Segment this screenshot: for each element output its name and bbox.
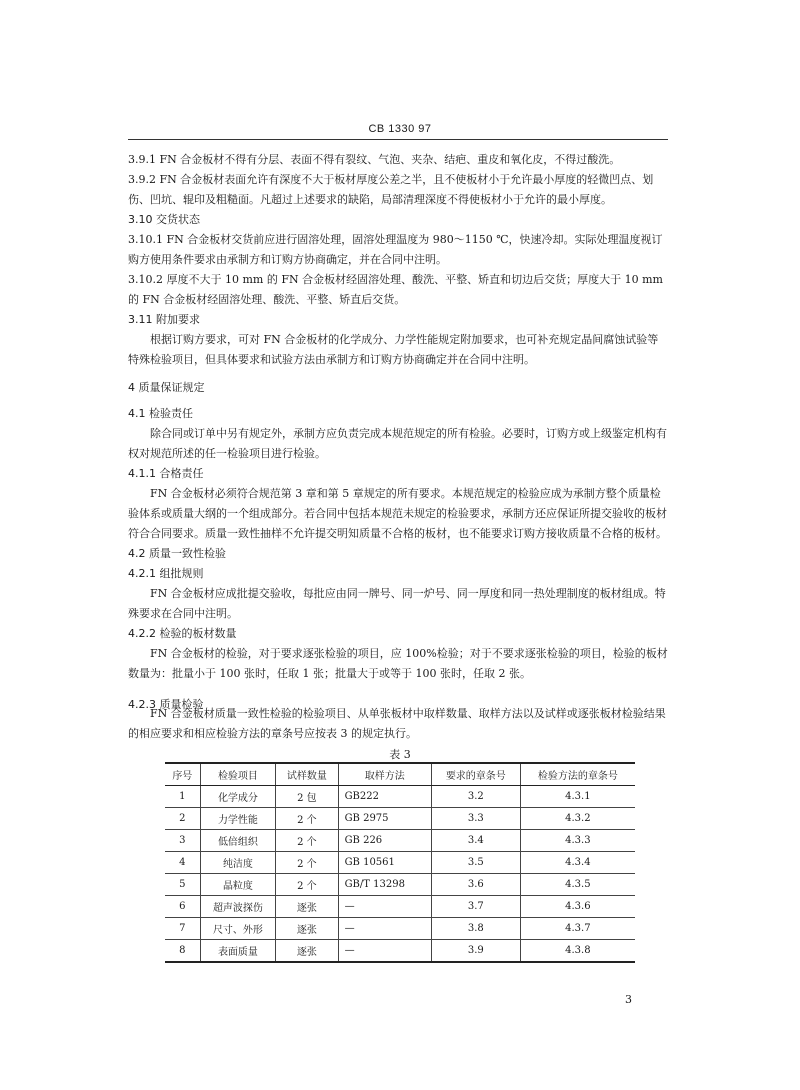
table-cell: 3.9: [431, 940, 520, 963]
table-cell: 3.3: [431, 808, 520, 830]
table-cell: 纯洁度: [200, 852, 276, 874]
table-cell: 3.5: [431, 852, 520, 874]
clause-4-1-1-body: FN 合金板材必须符合规范第 3 章和第 5 章规定的所有要求。本规范规定的检验应成为承制方整个质量检验体系或质量大纲的一个组成部分。若合同中包括本规范未规定的检验要求，承制方还应保证所提交验收的板材符合合同要求。质量一致性抽样不允许提交明知质量不合格的板材，也不能要求订购方接收质量不合格的板材。: [128, 487, 667, 540]
table-row: [165, 896, 635, 918]
table-row: [165, 918, 635, 940]
clause-3-10-2: 3.10.2 厚度不大于 10 mm 的 FN 合金板材经固溶处理、酸洗、平整、矫直和切边后交货；厚度大于 10 mm 的 FN 合金板材经固溶处理、酸洗、平整、矫直后交货。: [128, 273, 663, 306]
table-cell: 低倍组织: [200, 830, 276, 852]
table-cell: 力学性能: [200, 808, 276, 830]
table-cell: 2 个: [276, 874, 338, 896]
table-cell: 4.3.7: [520, 918, 635, 940]
table-cell: —: [338, 940, 431, 963]
heading-4: 4 质量保证规定: [128, 381, 205, 394]
table-cell: 7: [165, 918, 200, 940]
table-cell: 2 个: [276, 808, 338, 830]
clause-4-2-3-body: FN 合金板材质量一致性检验的检验项目、从单张板材中取样数量、取样方法以及试样或逐张板材检验结果的相应要求和相应检验方法的章条号应按表 3 的规定执行。: [128, 707, 666, 740]
col-header: 序号: [165, 763, 200, 786]
table-cell: 3.2: [431, 786, 520, 808]
table-cell: 4.3.4: [520, 852, 635, 874]
table-row: [165, 830, 635, 852]
table-cell: GB222: [338, 786, 431, 808]
table-cell: 4.3.5: [520, 874, 635, 896]
table-cell: 超声波探伤: [200, 896, 276, 918]
table-cell: 4.3.1: [520, 786, 635, 808]
heading-4-1: 4.1 检验责任: [128, 407, 193, 420]
table-cell: 逐张: [276, 896, 338, 918]
page-number: 3: [625, 993, 632, 1006]
table-cell: 逐张: [276, 918, 338, 940]
table-cell: 4.3.6: [520, 896, 635, 918]
heading-4-2-2: 4.2.2 检验的板材数量: [128, 627, 237, 640]
table-cell: 4: [165, 852, 200, 874]
table-row: [165, 808, 635, 830]
table-row: [165, 874, 635, 896]
table-cell: 3.8: [431, 918, 520, 940]
col-header: 检验方法的章条号: [520, 763, 635, 786]
table-header-row: [165, 763, 635, 786]
table-cell: 6: [165, 896, 200, 918]
clause-4-1-body: 除合同或订单中另有规定外，承制方应负责完成本规范规定的所有检验。必要时，订购方或上级鉴定机构有权对规范所述的任一检验项目进行检验。: [128, 427, 667, 460]
table-cell: 3.7: [431, 896, 520, 918]
heading-4-2: 4.2 质量一致性检验: [128, 547, 226, 560]
table-row: [165, 786, 635, 808]
table-cell: 2: [165, 808, 200, 830]
table-cell: GB 2975: [338, 808, 431, 830]
col-header: 取样方法: [338, 763, 431, 786]
table-cell: 4.3.8: [520, 940, 635, 963]
heading-4-2-3: 4.2.3 质量检验: [128, 698, 204, 711]
table-cell: 3: [165, 830, 200, 852]
table-row: [165, 940, 635, 963]
table-cell: 逐张: [276, 940, 338, 963]
inspection-table: [165, 762, 635, 963]
table-cell: 4.3.2: [520, 808, 635, 830]
table-cell: 3.6: [431, 874, 520, 896]
table-cell: —: [338, 896, 431, 918]
table-cell: GB/T 13298: [338, 874, 431, 896]
table-cell: 3.4: [431, 830, 520, 852]
table-cell: 4.3.3: [520, 830, 635, 852]
table-cell: 表面质量: [200, 940, 276, 963]
table-cell: 2 包: [276, 786, 338, 808]
table-cell: 2 个: [276, 830, 338, 852]
heading-3-10: 3.10 交货状态: [128, 213, 200, 226]
heading-3-11: 3.11 附加要求: [128, 313, 200, 326]
header-rule: [128, 139, 668, 140]
heading-4-1-1: 4.1.1 合格责任: [128, 467, 204, 480]
clause-4-2-2-body: FN 合金板材的检验，对于要求逐张检验的项目，应 100%检验；对于不要求逐张检验的项目，检验的板材数量为：批量小于 100 张时，任取 1 张；批量大于或等于 100 张时，任取 2 张。: [128, 647, 668, 680]
table-cell: 晶粒度: [200, 874, 276, 896]
table-cell: —: [338, 918, 431, 940]
clause-3-10-1: 3.10.1 FN 合金板材交货前应进行固溶处理，固溶处理温度为 980～1150 ℃，快速冷却。实际处理温度视订购方使用条件要求由承制方和订购方协商确定，并在合同中注明。: [128, 233, 663, 266]
clause-3-9-1: 3.9.1 FN 合金板材不得有分层、表面不得有裂纹、气泡、夹杂、结疤、重皮和氧化皮，不得过酸洗。: [128, 153, 621, 166]
col-header: 试样数量: [276, 763, 338, 786]
table-cell: 8: [165, 940, 200, 963]
col-header: 要求的章条号: [431, 763, 520, 786]
table-row: [165, 852, 635, 874]
table-caption: 表 3: [389, 748, 411, 761]
heading-4-2-1: 4.2.1 组批规则: [128, 567, 204, 580]
table-cell: 1: [165, 786, 200, 808]
table-cell: 5: [165, 874, 200, 896]
clause-3-9-2: 3.9.2 FN 合金板材表面允许有深度不大于板材厚度公差之半，且不使板材小于允许最小厚度的轻微凹点、划伤、凹坑、辊印及粗糙面。凡超过上述要求的缺陷，局部清理深度不得使板材小于允许的最小厚度。: [128, 173, 654, 206]
clause-3-11-body: 根据订购方要求，可对 FN 合金板材的化学成分、力学性能规定附加要求，也可补充规定晶间腐蚀试验等特殊检验项目，但具体要求和试验方法由承制方和订购方协商确定并在合同中注明。: [128, 333, 659, 366]
clause-4-2-1-body: FN 合金板材应成批提交验收，每批应由同一牌号、同一炉号、同一厚度和同一热处理制度的板材组成。特殊要求在合同中注明。: [128, 587, 666, 620]
table-cell: 2 个: [276, 852, 338, 874]
table-cell: GB 226: [338, 830, 431, 852]
col-header: 检验项目: [200, 763, 276, 786]
table-cell: GB 10561: [338, 852, 431, 874]
table-cell: 化学成分: [200, 786, 276, 808]
table-cell: 尺寸、外形: [200, 918, 276, 940]
page-header-code: CB 1330 97: [368, 123, 432, 135]
